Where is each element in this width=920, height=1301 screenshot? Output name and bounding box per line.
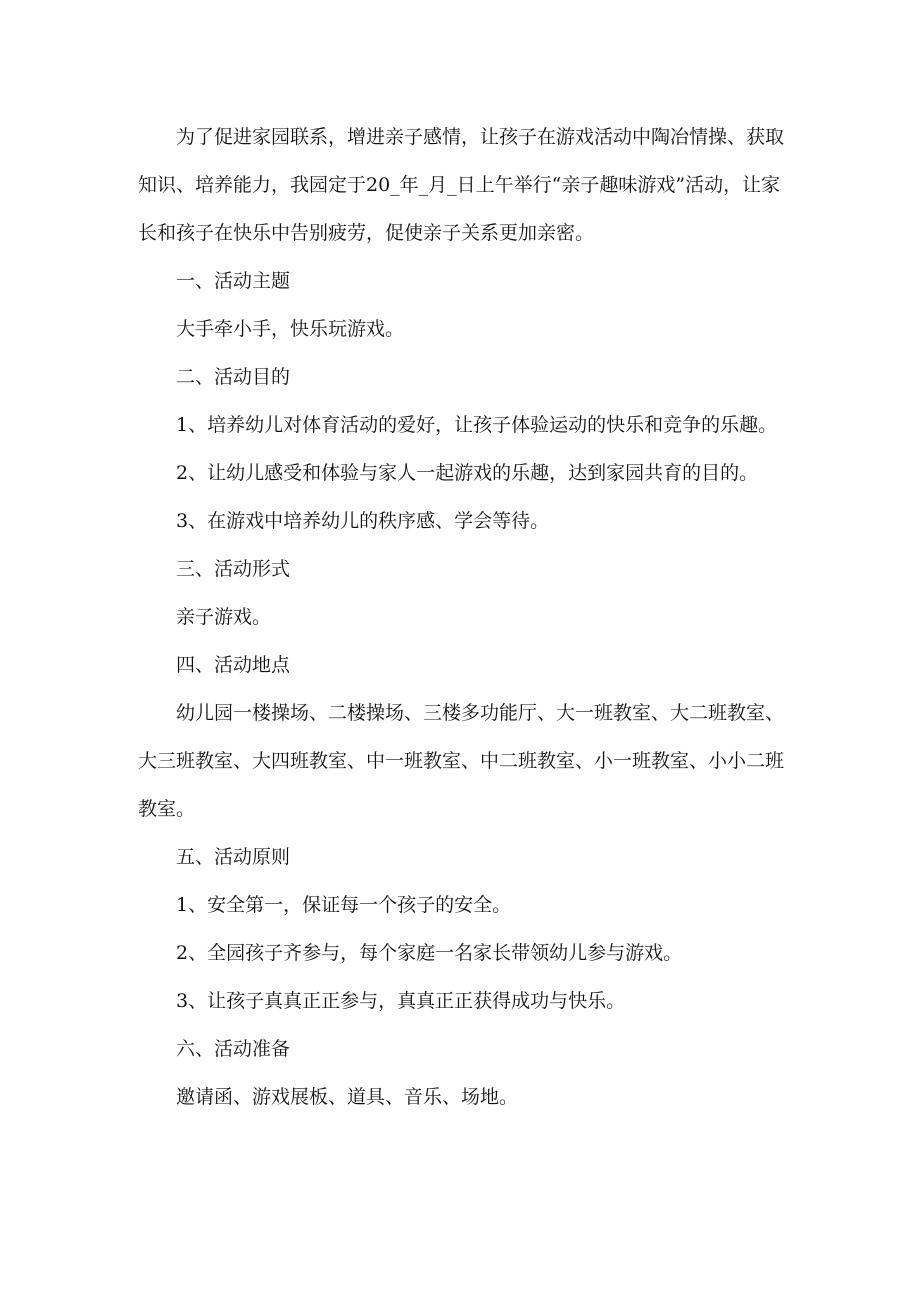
purpose-item-1: 1、培养幼儿对体育活动的爱好，让孩子体验运动的快乐和竞争的乐趣。 bbox=[176, 414, 778, 436]
principle-item-3: 3、让孩子真真正正参与，真真正正获得成功与快乐。 bbox=[176, 990, 626, 1012]
theme-text: 大手牵小手，快乐玩游戏。 bbox=[176, 318, 405, 340]
form-text: 亲子游戏。 bbox=[176, 606, 272, 628]
section-heading-form: 三、活动形式 bbox=[176, 558, 291, 580]
section-heading-preparation: 六、活动准备 bbox=[176, 1038, 291, 1060]
document-body bbox=[138, 113, 788, 1121]
purpose-item-3: 3、在游戏中培养幼儿的秩序感、学会等待。 bbox=[176, 510, 550, 532]
principle-item-2: 2、全园孩子齐参与，每个家庭一名家长带领幼儿参与游戏。 bbox=[176, 942, 683, 964]
purpose-item-2: 2、让幼儿感受和体验与家人一起游戏的乐趣，达到家园共育的目的。 bbox=[176, 462, 759, 484]
section-heading-principles: 五、活动原则 bbox=[176, 846, 291, 868]
preparation-text: 邀请函、游戏展板、道具、音乐、场地。 bbox=[176, 1086, 519, 1108]
location-text: 幼儿园一楼操场、二楼操场、三楼多功能厅、大一班教室、大二班教室、大三班教室、大四班教室、中一班教室、中二班教室、小一班教室、小小二班教室。 bbox=[138, 702, 785, 820]
principle-item-1: 1、安全第一，保证每一个孩子的安全。 bbox=[176, 894, 512, 916]
intro-paragraph: 为了促进家园联系，增进亲子感情，让孩子在游戏活动中陶冶情操、获取知识、培养能力，我园定于20_年_月_日上午举行“亲子趣味游戏”活动，让家长和孩子在快乐中告别疲劳，促使亲子关系更加亲密。 bbox=[138, 126, 785, 244]
section-heading-location: 四、活动地点 bbox=[176, 654, 291, 676]
section-heading-purpose: 二、活动目的 bbox=[176, 366, 291, 388]
section-heading-theme: 一、活动主题 bbox=[176, 270, 291, 292]
